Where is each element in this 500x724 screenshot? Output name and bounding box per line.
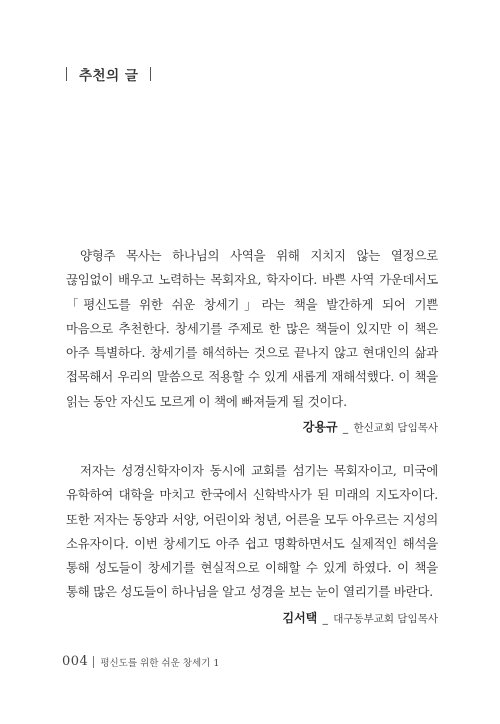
- footer-divider: [93, 656, 94, 668]
- running-book-title: 평신도를 위한 쉬운 창세기 1: [100, 657, 220, 669]
- header-left-bar: [66, 67, 67, 81]
- recommender-name: 강용규: [302, 420, 338, 435]
- section-title: 추천의 글: [79, 68, 139, 84]
- section-header: [66, 64, 151, 84]
- signature-separator: _: [322, 612, 328, 625]
- page-footer: [62, 654, 219, 669]
- recommendation-2-text: 저자는 성경신학자이자 동시에 교회를 섬기는 목회자이고, 미국에 유학하여 대학을 마치고 한국에서 신학박사가 된 미래의 지도자이다. 또한 저자는 동양과 서양, 어린이와 청년, 어른을 모두 아우르는 지성의 소유자이다. 이번 창세기도 아주 쉽고 명확하면서도 실제적인 해석을 통해 성도들이 창세기를 현실적으로 이해할 수 있게 하였다. 이 책을 통해 많은 성도들이 하나님을 알고 성경을 보는 눈이 열리기를 바란다.: [66, 463, 438, 600]
- header-right-bar: [150, 67, 151, 81]
- page-number: 004: [62, 654, 89, 669]
- recommendation-2: [66, 459, 438, 626]
- recommendation-1: [66, 244, 438, 435]
- recommendation-2-signature: [66, 609, 438, 626]
- recommender-affiliation: 한신교회 담임목사: [353, 422, 438, 435]
- recommender-name: 김서택: [282, 610, 318, 625]
- recommendation-1-text: 양형주 목사는 하나님의 사역을 위해 지치지 않는 열정으로 끊임없이 배우고 노력하는 목회자요, 학자이다. 바쁜 사역 가운데서도 「평신도를 위한 쉬운 창세기」라는 책을 발간하게 되어 기쁜 마음으로 추천한다. 창세기를 주제로 한 많은 책들이 있지만 이 책은 아주 특별하다. 창세기를 해석하는 것으로 끝나지 않고 현대인의 삶과 접목해서 우리의 말씀으로 적용할 수 있게 새롭게 재해석했다. 이 책을 읽는 동안 자신도 모르게 이 책에 빠져들게 될 것이다.: [66, 248, 438, 409]
- signature-separator: _: [342, 422, 349, 435]
- recommendation-1-signature: [66, 418, 438, 435]
- recommender-affiliation: 대구동부교회 담임목사: [333, 612, 438, 625]
